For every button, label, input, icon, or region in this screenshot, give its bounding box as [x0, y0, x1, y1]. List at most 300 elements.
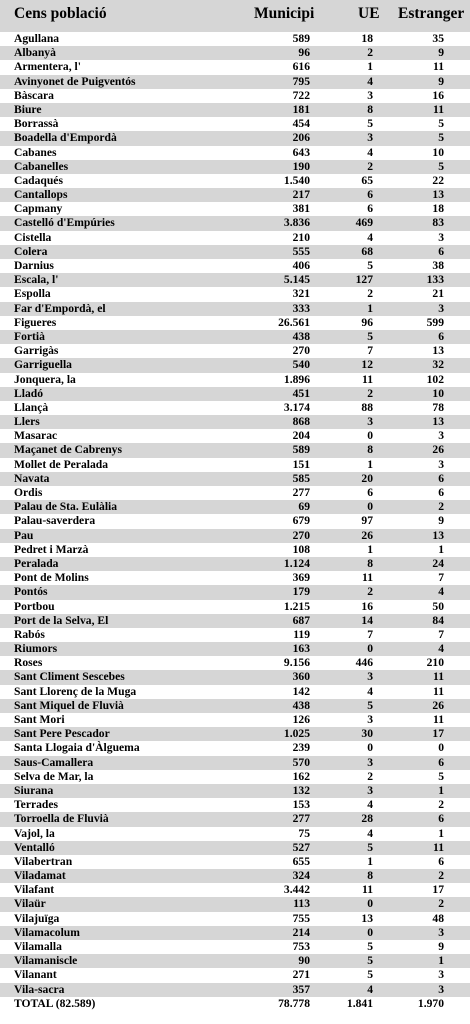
cell-ue: 2	[367, 386, 373, 400]
cell-name: Sant Miquel de Fluvià	[14, 698, 124, 712]
cell-ue: 3	[367, 131, 373, 145]
table-row	[0, 614, 470, 628]
cell-municipi: 217	[292, 188, 310, 202]
cell-estranger: 3	[438, 230, 444, 244]
cell-name: Jonquera, la	[14, 372, 76, 386]
cell-estranger: 13	[432, 344, 444, 358]
table-header	[0, 0, 470, 32]
cell-ue: 127	[355, 273, 373, 287]
table-row	[0, 543, 470, 557]
cell-ue: 0	[367, 429, 373, 443]
cell-ue: 3	[367, 670, 373, 684]
table-row	[0, 75, 470, 89]
cell-municipi: 687	[292, 613, 310, 627]
table-row	[0, 344, 470, 358]
table-row	[0, 415, 470, 429]
cell-ue: 3	[367, 415, 373, 429]
cell-estranger: 4	[438, 585, 444, 599]
cell-municipi: 454	[292, 117, 310, 131]
cell-estranger: 6	[438, 854, 444, 868]
cell-ue: 88	[361, 400, 373, 414]
cell-estranger: 11	[433, 60, 444, 74]
cell-ue: 1	[367, 854, 373, 868]
cell-municipi: 438	[292, 329, 310, 343]
table-row	[0, 798, 470, 812]
cell-ue: 4	[367, 230, 373, 244]
cell-municipi: 438	[292, 698, 310, 712]
table-row	[0, 89, 470, 103]
cell-ue: 28	[361, 812, 373, 826]
cell-name: Llançà	[14, 400, 49, 414]
cell-ue: 4	[367, 826, 373, 840]
cell-name: Biure	[14, 102, 42, 116]
cell-municipi: 406	[292, 259, 310, 272]
cell-estranger: 6	[438, 812, 444, 826]
cell-municipi: 369	[292, 571, 310, 585]
cell-estranger: 21	[432, 287, 444, 301]
cell-municipi: 570	[292, 755, 310, 769]
cell-municipi: 90	[298, 954, 310, 968]
cell-name: Llers	[14, 415, 40, 429]
cell-name: Maçanet de Cabrenys	[14, 443, 122, 457]
cell-name: Selva de Mar, la	[14, 769, 94, 783]
cell-estranger: 1.970	[417, 996, 444, 1010]
cell-name: Palau-saverdera	[14, 514, 96, 528]
cell-estranger: 22	[432, 173, 444, 187]
cell-municipi: 451	[292, 386, 310, 400]
cell-municipi: 277	[292, 486, 310, 499]
cell-municipi: 3.836	[283, 216, 310, 230]
cell-ue: 4	[367, 145, 373, 159]
cell-ue: 6	[367, 202, 373, 216]
cell-estranger: 24	[432, 556, 444, 570]
cell-name: Pont de Molins	[14, 571, 89, 585]
cell-municipi: 722	[292, 88, 310, 102]
table-row	[0, 472, 470, 486]
cell-ue: 5	[367, 698, 373, 712]
cell-ue: 5	[367, 940, 373, 953]
cell-municipi: 679	[292, 514, 310, 528]
cell-estranger: 83	[432, 216, 444, 230]
cell-estranger: 13	[432, 415, 444, 429]
cell-municipi: 753	[292, 940, 310, 953]
cell-ue: 11	[362, 372, 373, 386]
table-row	[0, 713, 470, 727]
table-row	[0, 160, 470, 174]
cell-estranger: 1	[438, 826, 444, 840]
cell-name: Masarac	[14, 429, 58, 443]
table-row	[0, 756, 470, 770]
cell-estranger: 2	[438, 897, 444, 911]
header-ue: UE	[358, 5, 380, 22]
cell-municipi: 204	[292, 429, 310, 443]
table-row	[0, 500, 470, 514]
cell-municipi: 239	[292, 741, 310, 755]
cell-name: Far d'Empordà, el	[14, 301, 106, 315]
table-row	[0, 188, 470, 202]
cell-name: Vilajuïga	[14, 911, 60, 925]
cell-municipi: 381	[292, 202, 310, 216]
cell-ue: 26	[361, 528, 373, 542]
cell-name: Figueres	[14, 315, 57, 329]
cell-municipi: 1.896	[283, 372, 310, 386]
cell-estranger: 11	[433, 684, 444, 698]
cell-name: Armentera, l'	[14, 60, 81, 74]
cell-ue: 5	[367, 259, 373, 272]
cell-name: Vilaür	[14, 897, 46, 911]
cell-name: Pau	[14, 528, 34, 542]
cell-ue: 5	[367, 840, 373, 854]
table-row	[0, 812, 470, 826]
cell-estranger: 6	[438, 486, 444, 499]
cell-municipi: 206	[292, 131, 310, 145]
table-row	[0, 259, 470, 273]
cell-name: TOTAL (82.589)	[14, 996, 96, 1010]
cell-ue: 1.841	[346, 996, 373, 1010]
cell-name: Sant Llorenç de la Muga	[14, 684, 137, 698]
cell-municipi: 151	[292, 457, 310, 471]
cell-name: Garriguella	[14, 358, 72, 372]
cell-estranger: 6	[438, 755, 444, 769]
cell-estranger: 11	[433, 713, 444, 726]
cell-estranger: 2	[438, 500, 444, 514]
cell-name: Pontós	[14, 585, 48, 599]
header-estranger: Estranger	[398, 5, 465, 22]
cell-municipi: 868	[292, 415, 310, 429]
cell-ue: 7	[367, 627, 373, 641]
cell-ue: 11	[362, 883, 373, 897]
table-row	[0, 642, 470, 656]
cell-ue: 96	[361, 315, 373, 329]
table-row	[0, 699, 470, 713]
cell-municipi: 277	[292, 812, 310, 826]
table-row	[0, 273, 470, 287]
table-row	[0, 330, 470, 344]
cell-ue: 4	[367, 798, 373, 812]
cell-municipi: 540	[292, 358, 310, 372]
cell-municipi: 3.442	[283, 883, 310, 897]
cell-name: Siurana	[14, 783, 54, 797]
cell-name: Terrades	[14, 798, 59, 812]
cell-municipi: 210	[292, 230, 310, 244]
cell-municipi: 755	[292, 911, 310, 925]
cell-name: Cabanelles	[14, 159, 69, 173]
cell-estranger: 1	[438, 783, 444, 797]
cell-name: Darnius	[14, 259, 54, 272]
cell-estranger: 7	[438, 627, 444, 641]
table-row	[0, 784, 470, 798]
cell-municipi: 181	[292, 102, 310, 116]
table-row	[0, 231, 470, 245]
table-row	[0, 968, 470, 982]
table-row	[0, 557, 470, 571]
table-row	[0, 131, 470, 145]
cell-name: Ventalló	[14, 840, 55, 854]
cell-estranger: 18	[432, 202, 444, 216]
cell-ue: 18	[361, 32, 373, 45]
cell-municipi: 643	[292, 145, 310, 159]
table-row	[0, 373, 470, 387]
cell-ue: 0	[367, 925, 373, 939]
cell-municipi: 142	[292, 684, 310, 698]
cell-ue: 3	[367, 783, 373, 797]
cell-municipi: 271	[292, 968, 310, 982]
cell-estranger: 7	[438, 571, 444, 585]
cell-ue: 6	[367, 486, 373, 499]
cell-estranger: 10	[432, 386, 444, 400]
table-row	[0, 174, 470, 188]
cell-municipi: 321	[292, 287, 310, 301]
cell-estranger: 11	[433, 670, 444, 684]
cell-name: Port de la Selva, El	[14, 613, 109, 627]
header-municipi: Municipi	[254, 5, 315, 22]
cell-name: Agullana	[14, 32, 60, 45]
cell-name: Espolla	[14, 287, 51, 301]
cell-municipi: 1.540	[283, 173, 310, 187]
table-row	[0, 841, 470, 855]
cell-name: Fortià	[14, 329, 45, 343]
cell-municipi: 589	[292, 32, 310, 45]
table-row	[0, 685, 470, 699]
cell-municipi: 333	[292, 301, 310, 315]
cell-municipi: 75	[298, 826, 310, 840]
cell-municipi: 616	[292, 60, 310, 74]
cell-name: Mollet de Peralada	[14, 457, 109, 471]
table-row	[0, 529, 470, 543]
cell-name: Navata	[14, 471, 50, 485]
cell-ue: 1	[367, 301, 373, 315]
cell-ue: 2	[367, 585, 373, 599]
table-row	[0, 202, 470, 216]
cell-estranger: 84	[432, 613, 444, 627]
table-row	[0, 770, 470, 784]
table-row	[0, 117, 470, 131]
cell-estranger: 2	[438, 798, 444, 812]
table-row	[0, 912, 470, 926]
table-row	[0, 827, 470, 841]
cell-name: Vilamalla	[14, 940, 62, 953]
cell-estranger: 3	[438, 925, 444, 939]
cell-name: Sant Mori	[14, 713, 65, 726]
cell-name: Vilamacolum	[14, 925, 80, 939]
cell-municipi: 126	[292, 713, 310, 726]
cell-estranger: 16	[432, 88, 444, 102]
cell-name: Sant Pere Pescador	[14, 727, 110, 741]
cell-estranger: 50	[432, 599, 444, 613]
cell-municipi: 589	[292, 443, 310, 457]
cell-name: Palau de Sta. Eulàlia	[14, 500, 118, 514]
cell-estranger: 0	[438, 741, 444, 755]
cell-name: Boadella d'Empordà	[14, 131, 117, 145]
cell-ue: 8	[367, 443, 373, 457]
table-row	[0, 600, 470, 614]
cell-municipi: 270	[292, 528, 310, 542]
cell-estranger: 9	[438, 74, 444, 88]
table-row	[0, 429, 470, 443]
cell-municipi: 527	[292, 840, 310, 854]
cell-ue: 1	[367, 457, 373, 471]
cell-ue: 8	[367, 556, 373, 570]
table-row	[0, 585, 470, 599]
table-row	[0, 401, 470, 415]
cell-estranger: 5	[438, 117, 444, 131]
cell-name: Cistella	[14, 230, 52, 244]
cell-name: Roses	[14, 656, 43, 670]
cell-name: Riumors	[14, 642, 58, 656]
cell-municipi: 78.778	[278, 996, 310, 1010]
cell-ue: 30	[361, 727, 373, 741]
cell-name: Viladamat	[14, 869, 66, 883]
cell-ue: 2	[367, 769, 373, 783]
cell-municipi: 1.124	[283, 556, 310, 570]
table-row	[0, 358, 470, 372]
cell-name: Sant Climent Sescebes	[14, 670, 125, 684]
table-row	[0, 46, 470, 60]
cell-municipi: 153	[292, 798, 310, 812]
cell-estranger: 9	[438, 940, 444, 953]
cell-name: Portbou	[14, 599, 55, 613]
cell-municipi: 357	[292, 982, 310, 996]
cell-municipi: 324	[292, 869, 310, 883]
cell-estranger: 13	[432, 188, 444, 202]
table-row	[0, 656, 470, 670]
table-row	[0, 983, 470, 997]
cell-name: Cabanes	[14, 145, 57, 159]
cell-estranger: 13	[432, 528, 444, 542]
table-row	[0, 287, 470, 301]
cell-name: Saus-Camallera	[14, 755, 94, 769]
header-name: Cens població	[14, 5, 107, 22]
cell-estranger: 210	[426, 656, 444, 670]
table-row	[0, 60, 470, 74]
table-row	[0, 741, 470, 755]
cell-ue: 0	[367, 741, 373, 755]
cell-ue: 13	[361, 911, 373, 925]
table-row	[0, 727, 470, 741]
cell-name: Pedret i Marzà	[14, 542, 89, 556]
cell-municipi: 113	[293, 897, 310, 911]
cell-name: Escala, l'	[14, 273, 59, 287]
cell-ue: 1	[367, 60, 373, 74]
cell-municipi: 360	[292, 670, 310, 684]
cell-estranger: 17	[432, 727, 444, 741]
cell-ue: 97	[361, 514, 373, 528]
cell-name: Albanyà	[14, 46, 56, 60]
cell-ue: 3	[367, 755, 373, 769]
cell-ue: 2	[367, 287, 373, 301]
cell-municipi: 9.156	[283, 656, 310, 670]
cell-name: Vilafant	[14, 883, 55, 897]
cell-municipi: 5.145	[283, 273, 310, 287]
cell-estranger: 3	[438, 968, 444, 982]
cell-municipi: 163	[292, 642, 310, 656]
table-row	[0, 443, 470, 457]
cell-municipi: 655	[292, 854, 310, 868]
table-row	[0, 103, 470, 117]
cell-municipi: 214	[292, 925, 310, 939]
cell-estranger: 78	[432, 400, 444, 414]
cell-municipi: 96	[298, 46, 310, 60]
cell-name: Borrassà	[14, 117, 59, 131]
cell-ue: 12	[361, 358, 373, 372]
table-row	[0, 486, 470, 500]
cell-ue: 8	[367, 869, 373, 883]
cell-municipi: 1.215	[283, 599, 310, 613]
cell-name: Vilanant	[14, 968, 57, 982]
cell-estranger: 48	[432, 911, 444, 925]
cell-name: Bàscara	[14, 88, 54, 102]
table-row	[0, 302, 470, 316]
cell-ue: 8	[367, 102, 373, 116]
cell-estranger: 4	[438, 642, 444, 656]
cell-municipi: 26.561	[278, 315, 310, 329]
cell-ue: 5	[367, 329, 373, 343]
cell-estranger: 599	[426, 315, 444, 329]
cell-name: Santa Llogaia d'Àlguema	[14, 741, 140, 755]
table-row	[0, 245, 470, 259]
cell-ue: 3	[367, 713, 373, 726]
table-row	[0, 940, 470, 954]
cell-estranger: 3	[438, 982, 444, 996]
cell-estranger: 102	[426, 372, 444, 386]
cell-municipi: 585	[292, 471, 310, 485]
cell-estranger: 6	[438, 244, 444, 258]
cell-ue: 3	[367, 88, 373, 102]
cell-estranger: 3	[438, 457, 444, 471]
total-row	[0, 997, 470, 1011]
cell-estranger: 11	[433, 840, 444, 854]
table-row	[0, 926, 470, 940]
table-row	[0, 954, 470, 968]
table-body	[0, 32, 470, 1011]
cell-name: Vila-sacra	[14, 982, 65, 996]
cell-estranger: 35	[432, 32, 444, 45]
cell-ue: 446	[355, 656, 373, 670]
cell-name: Colera	[14, 244, 48, 258]
cell-ue: 1	[367, 542, 373, 556]
cell-ue: 2	[367, 159, 373, 173]
cell-estranger: 26	[432, 698, 444, 712]
cell-ue: 4	[367, 74, 373, 88]
cell-municipi: 1.025	[283, 727, 310, 741]
cell-estranger: 9	[438, 46, 444, 60]
cell-name: Vajol, la	[14, 826, 55, 840]
cell-ue: 20	[361, 471, 373, 485]
cell-estranger: 5	[438, 769, 444, 783]
cell-ue: 68	[361, 244, 373, 258]
table-row	[0, 571, 470, 585]
cell-estranger: 38	[432, 259, 444, 272]
cell-municipi: 190	[292, 159, 310, 173]
cell-ue: 11	[362, 571, 373, 585]
cell-name: Rabós	[14, 627, 45, 641]
table-row	[0, 628, 470, 642]
table-row	[0, 458, 470, 472]
cell-estranger: 5	[438, 131, 444, 145]
cell-estranger: 11	[433, 102, 444, 116]
table-row	[0, 855, 470, 869]
cell-ue: 65	[361, 173, 373, 187]
cell-ue: 2	[367, 46, 373, 60]
table-row	[0, 869, 470, 883]
cell-estranger: 2	[438, 869, 444, 883]
cell-municipi: 795	[292, 74, 310, 88]
cell-ue: 5	[367, 968, 373, 982]
table-row	[0, 146, 470, 160]
cell-estranger: 133	[426, 273, 444, 287]
cell-estranger: 9	[438, 514, 444, 528]
cell-name: Lladó	[14, 386, 43, 400]
